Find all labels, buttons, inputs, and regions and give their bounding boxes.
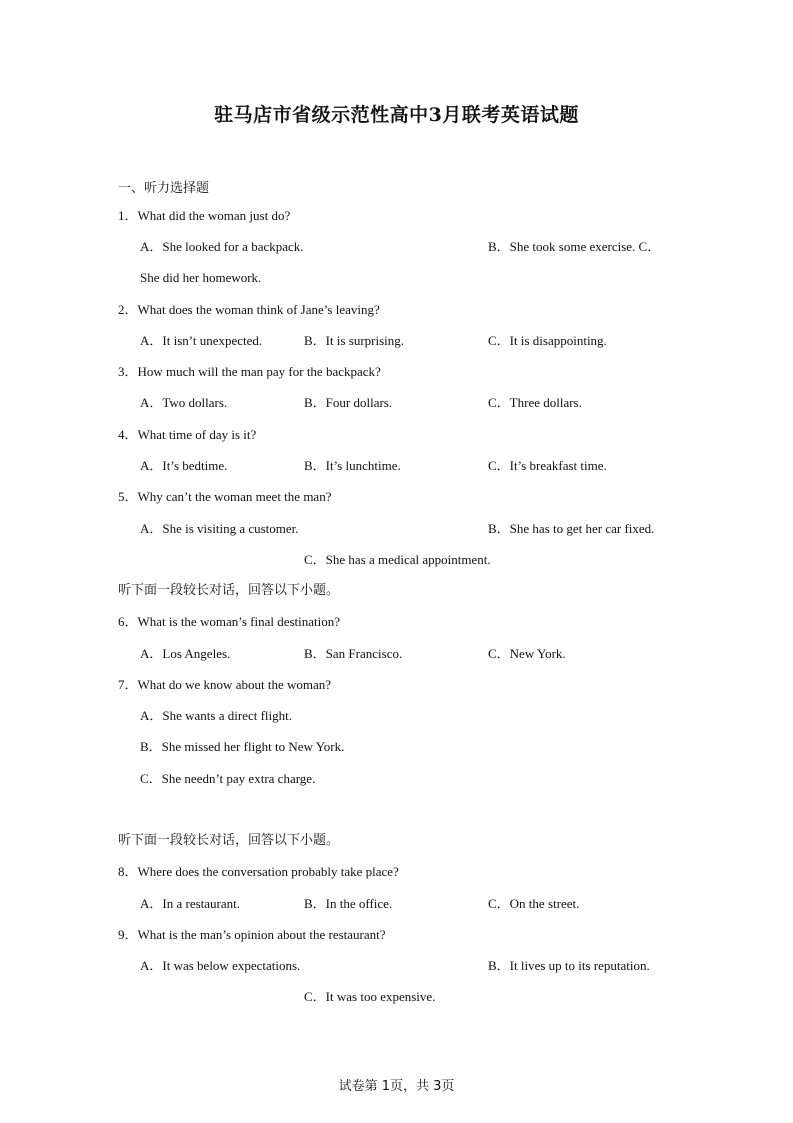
dialogue-intro: 听下面一段较长对话，回答以下小题。: [118, 583, 340, 598]
question-1-option-a: A．She looked for a backpack.: [140, 239, 304, 254]
dialogue-intro: 听下面一段较长对话，回答以下小题。: [118, 833, 340, 848]
question-7-option-b: B．She missed her flight to New York.: [140, 739, 345, 754]
question-6-option-b: B．San Francisco.: [304, 646, 403, 661]
question-5-option-a: A．She is visiting a customer.: [140, 521, 299, 536]
question-9-stem: 9．What is the man’s opinion about the restaurant?: [118, 927, 386, 942]
question-4-stem: 4．What time of day is it?: [118, 427, 257, 442]
question-4-option-a: A．It’s bedtime.: [140, 458, 228, 473]
question-4-option-b: B．It’s lunchtime.: [304, 458, 401, 473]
question-5-stem: 5．Why can’t the woman meet the man?: [118, 489, 332, 504]
question-2-option-b: B．It is surprising.: [304, 333, 405, 348]
question-3-option-b: B．Four dollars.: [304, 395, 393, 410]
page-footer: 试卷第 1页，共 3页: [338, 1079, 455, 1094]
question-1-stem: 1．What did the woman just do?: [118, 208, 291, 223]
question-9-option-a: A．It was below expectations.: [140, 958, 301, 973]
question-6-option-c: C．New York.: [488, 646, 566, 661]
question-5-option-c: C．She has a medical appointment.: [304, 552, 491, 567]
question-3-option-c: C．Three dollars.: [488, 395, 582, 410]
question-1-option-c: She did her homework.: [140, 270, 262, 285]
page-title: 驻马店市省级示范性高中3月联考英语试题: [214, 104, 579, 126]
question-2-stem: 2．What does the woman think of Jane’s leaving?: [118, 302, 380, 317]
question-7-stem: 7．What do we know about the woman?: [118, 677, 332, 692]
question-2-option-a: A．It isn’t unexpected.: [140, 333, 263, 348]
question-9-option-c: C．It was too expensive.: [304, 989, 436, 1004]
question-7-option-c: C．She needn’t pay extra charge.: [140, 771, 316, 786]
question-2-option-c: C．It is disappointing.: [488, 333, 607, 348]
question-4-option-c: C．It’s breakfast time.: [488, 458, 607, 473]
question-8-option-b: B．In the office.: [304, 896, 393, 911]
question-6-option-a: A．Los Angeles.: [140, 646, 231, 661]
question-6-stem: 6．What is the woman’s final destination?: [118, 614, 341, 629]
question-7-option-a: A．She wants a direct flight.: [140, 708, 292, 723]
section-heading: 一、听力选择题: [118, 181, 210, 196]
question-3-option-a: A．Two dollars.: [140, 395, 228, 410]
question-9-option-b: B．It lives up to its reputation.: [488, 958, 650, 973]
question-8-option-a: A．In a restaurant.: [140, 896, 240, 911]
question-3-stem: 3．How much will the man pay for the backpack?: [118, 364, 381, 379]
question-8-option-c: C．On the street.: [488, 896, 580, 911]
question-8-stem: 8．Where does the conversation probably take place?: [118, 864, 399, 879]
question-5-option-b: B．She has to get her car fixed.: [488, 521, 655, 536]
question-1-option-b: B．She took some exercise. C．: [488, 239, 661, 254]
